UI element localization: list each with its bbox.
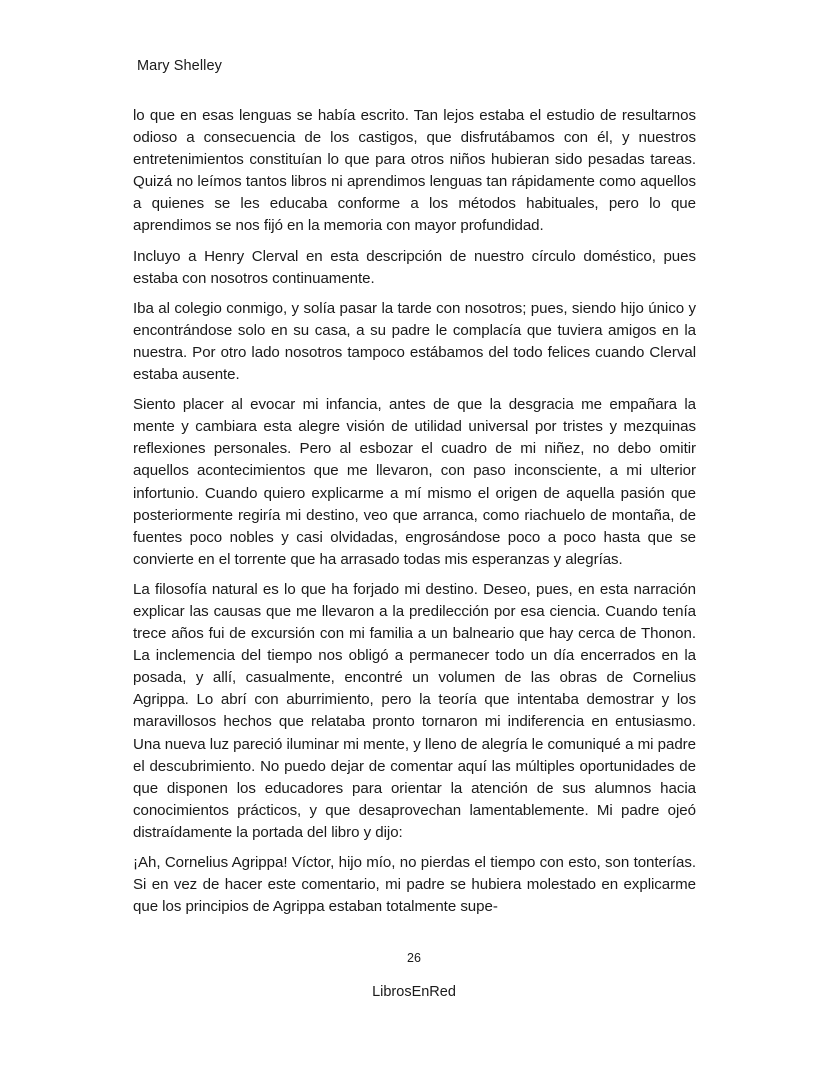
- body-paragraph: La filosofía natural es lo que ha forjado mi destino. Deseo, pues, en esta narración explicar las causas que me llevaron a la predilección por esa ciencia. Cuando tenía trece años fui de excursión con mi familia a un balneario que hay cerca de Thonon. La inclemencia del tiempo nos obligó a permanecer todo un día encerrados en la posada, y allí, casualmente, encontré un volumen de las obras de Cornelius Agrippa. Lo abrí con aburrimiento, pero la teoría que intentaba demostrar y los maravillosos hechos que relataba pronto tornaron mi indiferencia en entusiasmo. Una nueva luz pareció iluminar mi mente, y lleno de alegría le comuniqué a mi padre el descubrimiento. No puedo dejar de comentar aquí las múltiples oportunidades de que disponen los educadores para orientar la atención de sus alumnos hacia conocimientos prácticos, y que desaprovechan lamentablemente. Mi padre ojeó distraídamente la portada del libro y dijo:: [133, 580, 696, 841]
- running-head: Mary Shelley: [137, 58, 223, 74]
- body-paragraph: Siento placer al evocar mi infancia, antes de que la desgracia me empañara la mente y cambiara esta alegre visión de utilidad universal por tristes y mezquinas reflexiones personales. Pero al esbozar el cuadro de mi niñez, no debo omitir aquellos acontecimientos que me llevaron, con paso inconsciente, a mi ulterior infortunio. Cuando quiero explicarme a mí mismo el origen de aquella pasión que posteriormente regiría mi destino, veo que arranca, como riachuelo de montaña, de fuentes poco nobles y casi olvidadas, engrosándose poco a poco hasta que se convierte en el torrente que ha arrasado todas mis esperanzas y alegrías.: [133, 396, 696, 568]
- page-number: 26: [407, 951, 421, 965]
- publisher-imprint: LibrosEnRed: [372, 984, 456, 1000]
- body-paragraph: Iba al colegio conmigo, y solía pasar la tarde con nosotros; pues, siendo hijo único y encontrándose solo en su casa, a su padre le complacía que tuviera amigos en la nuestra. Por otro lado nosotros tampoco estábamos del todo felices cuando Clerval estaba ausente.: [133, 299, 696, 384]
- body-paragraph: lo que en esas lenguas se había escrito. Tan lejos estaba el estudio de resultarnos odioso a consecuencia de los castigos, que disfrutábamos con él, y nuestros entretenimientos constituían lo que para otros niños hubieran sido pesadas tareas. Quizá no leímos tantos libros ni aprendimos lenguas tan rápidamente como aquellos a quienes se les educaba conforme a los métodos habituales, pero lo que aprendimos se nos fijó en la memoria con mayor profundidad.: [133, 107, 696, 235]
- body-text-column: [133, 105, 696, 918]
- body-paragraph: ¡Ah, Cornelius Agrippa! Víctor, hijo mío, no pierdas el tiempo con esto, son tonterías. Si en vez de hacer este comentario, mi padre se hubiera molestado en explicarme que los principios de Agrippa estaban totalmente supe-: [133, 854, 696, 916]
- body-paragraph: Incluyo a Henry Clerval en esta descripción de nuestro círculo doméstico, pues estaba con nosotros continuamente.: [133, 247, 696, 287]
